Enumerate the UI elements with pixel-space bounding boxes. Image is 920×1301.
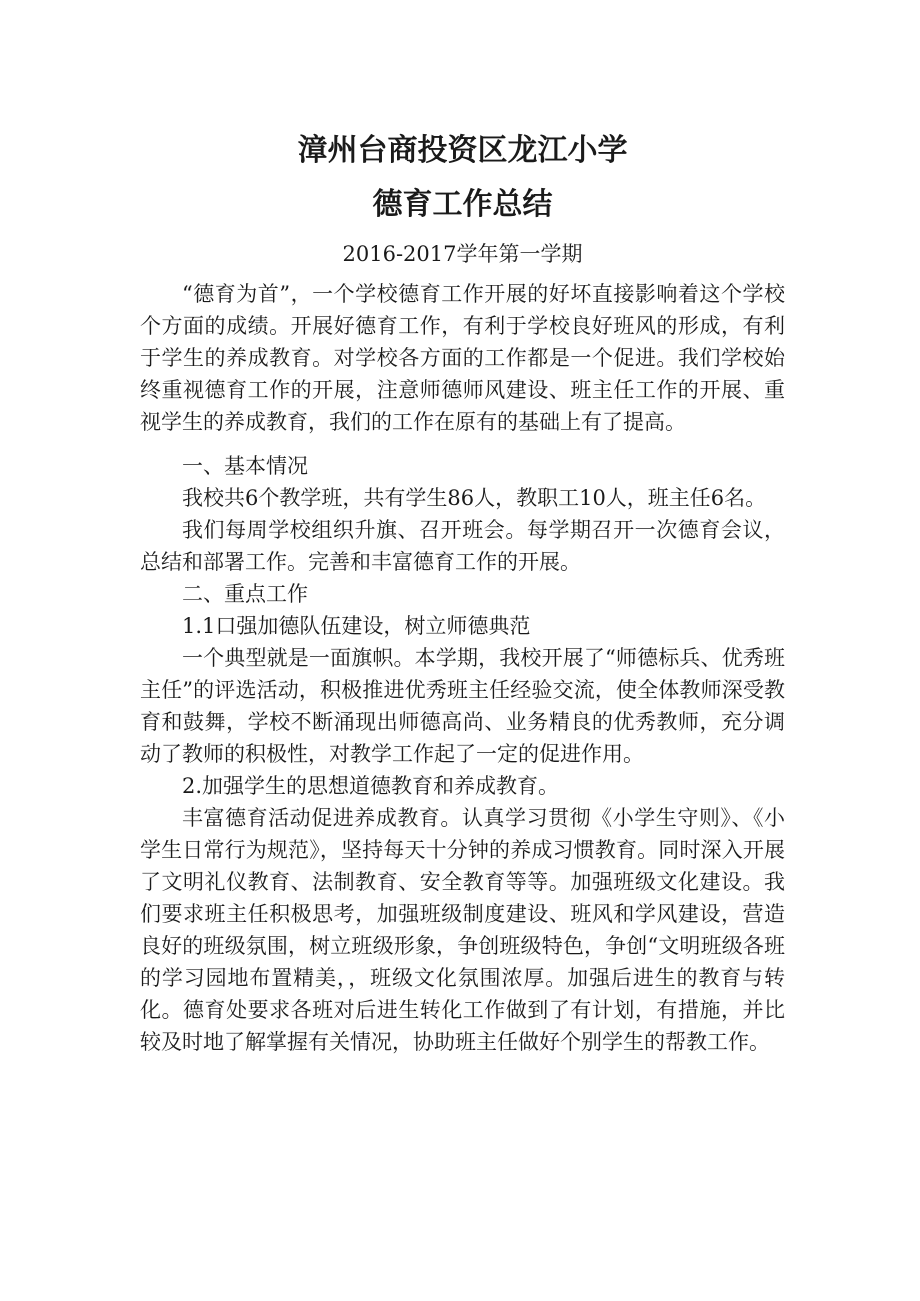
section-heading-key-work: 二、重点工作: [182, 582, 308, 606]
teacher-ethics-paragraph: 一个典型就是一面旗帜。本学期，我校开展了“师德标兵、优秀班主任”的评选活动，积极推进优秀班主任经验交流，使全体教师深受教育和鼓舞，学校不断涌现出师德高尚、业务精良的优秀教师，充分调动了教师的积极性，对教学工作起了一定的促进作用。: [140, 646, 785, 766]
document-page: [140, 118, 785, 1058]
intro-paragraph: “德育为首”，一个学校德育工作开展的好坏直接影响着这个学校个方面的成绩。开展好德育工作，有利于学校良好班风的形成，有利于学生的养成教育。对学校各方面的工作都是一个促进。我们学校始终重视德育工作的开展，注意师德师风建设、班主任工作的开展、重视学生的养成教育，我们的工作在原有的基础上有了提高。: [140, 282, 785, 434]
section-heading-basic: 一、基本情况: [182, 454, 308, 478]
document-title-line2: 德育工作总结: [372, 187, 553, 222]
document-title-line1: 漳州台商投资区龙江小学: [297, 133, 628, 168]
term-subtitle: 2016-2017学年第一学期: [342, 242, 583, 266]
basic-paragraph-2: 我们每周学校组织升旗、召开班会。每学期召开一次德育会议，总结和部署工作。完善和丰富德育工作的开展。: [140, 518, 785, 574]
subheading-teacher-ethics: 1.1口强加德队伍建设，树立师德典范: [182, 614, 531, 638]
basic-paragraph-1: 我校共6个教学班，共有学生86人，教职工10人，班主任6名。: [182, 486, 767, 510]
moral-education-paragraph: 丰富德育活动促进养成教育。认真学习贯彻《小学生守则》、《小学生日常行为规范》，坚持每天十分钟的养成习惯教育。同时深入开展了文明礼仪教育、法制教育、安全教育等等。加强班级文化建设。我们要求班主任积极思考，加强班级制度建设、班风和学风建设，营造良好的班级氛围，树立班级形象，争创班级特色，争创“文明班级各班的学习园地布置精美，，班级文化氛围浓厚。加强后进生的教育与转化。德育处要求各班对后进生转化工作做到了有计划，有措施，并比较及时地了解掌握有关情况，协助班主任做好个别学生的帮教工作。: [140, 806, 785, 1054]
subheading-moral-education: 2.加强学生的思想道德教育和养成教育。: [182, 774, 560, 798]
